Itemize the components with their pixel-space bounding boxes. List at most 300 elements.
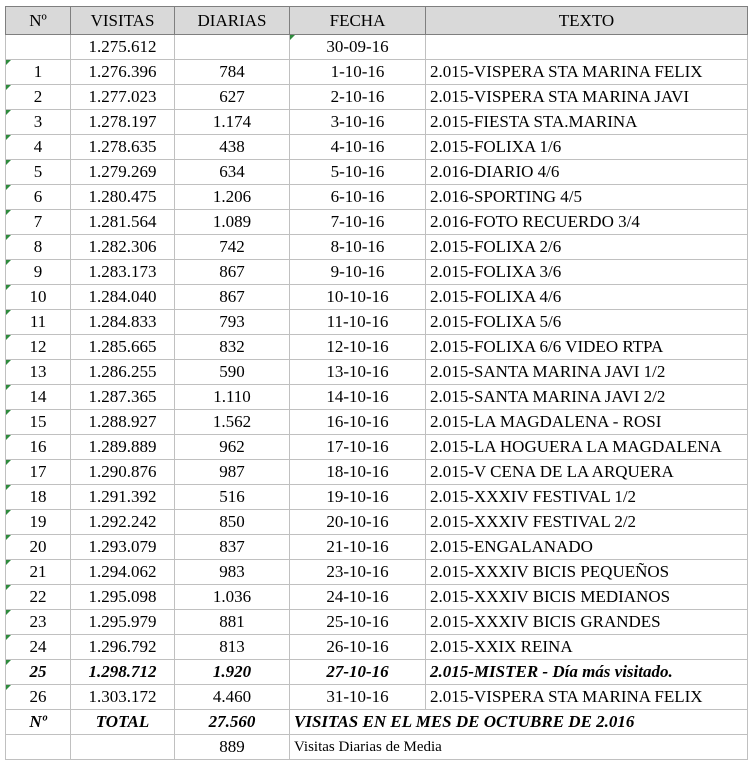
cell-fecha[interactable] bbox=[290, 260, 426, 285]
error-indicator-icon bbox=[6, 285, 11, 290]
cell-texto[interactable] bbox=[426, 60, 748, 85]
cell-fecha[interactable] bbox=[290, 135, 426, 160]
cell-n[interactable] bbox=[6, 485, 71, 510]
cell-n-text: 9 bbox=[33, 262, 43, 281]
cell-texto-text: 2.015-XXXIV BICIS PEQUEÑOS bbox=[430, 562, 670, 581]
cell-diarias[interactable] bbox=[175, 410, 290, 435]
average-text[interactable]: Visitas Diarias de Media bbox=[290, 735, 748, 760]
cell-texto[interactable] bbox=[426, 135, 748, 160]
cell-diarias[interactable] bbox=[175, 460, 290, 485]
average-empty-1[interactable] bbox=[6, 735, 71, 760]
cell-n-text: 15 bbox=[29, 412, 47, 431]
table-row bbox=[6, 560, 748, 585]
cell-diarias-text: 987 bbox=[219, 462, 245, 481]
cell-diarias[interactable] bbox=[175, 260, 290, 285]
cell-fecha[interactable] bbox=[290, 210, 426, 235]
cell-texto[interactable] bbox=[426, 385, 748, 410]
cell-visitas[interactable] bbox=[71, 535, 175, 560]
cell-texto-text: 2.015-SANTA MARINA JAVI 2/2 bbox=[430, 387, 666, 406]
cell-visitas-text: 1.284.040 bbox=[88, 287, 157, 306]
cell-fecha-text: 12-10-16 bbox=[326, 337, 389, 356]
header-texto[interactable]: TEXTO bbox=[426, 7, 748, 35]
error-indicator-icon bbox=[6, 435, 11, 440]
cell-texto-text: 2.015-VISPERA STA MARINA FELIX bbox=[430, 687, 703, 706]
cell-texto-text: 2.015-LA HOGUERA LA MAGDALENA bbox=[430, 437, 722, 456]
cell-diarias-text: 793 bbox=[219, 312, 245, 331]
cell-diarias-text: 784 bbox=[219, 62, 245, 81]
cell-visitas-text: 1.293.079 bbox=[88, 537, 157, 556]
cell-texto-text: 2.015-XXXIV BICIS MEDIANOS bbox=[430, 587, 671, 606]
cell-fecha-text: 23-10-16 bbox=[326, 562, 389, 581]
cell-diarias[interactable] bbox=[175, 160, 290, 185]
error-indicator-icon bbox=[6, 635, 11, 640]
cell-n[interactable] bbox=[6, 160, 71, 185]
cell-visitas[interactable] bbox=[71, 660, 175, 685]
cell-fecha[interactable] bbox=[290, 160, 426, 185]
cell-visitas-text: 1.286.255 bbox=[88, 362, 157, 381]
cell-n[interactable] bbox=[6, 185, 71, 210]
cell-texto[interactable] bbox=[426, 460, 748, 485]
cell-visitas-text: 1.291.392 bbox=[88, 487, 157, 506]
cell-texto[interactable] bbox=[426, 485, 748, 510]
table-row bbox=[6, 135, 748, 160]
error-indicator-icon bbox=[6, 535, 11, 540]
cell-visitas-text: 1.296.792 bbox=[88, 637, 157, 656]
cell-visitas-text: 1.279.269 bbox=[88, 162, 157, 181]
cell-visitas-text: 1.287.365 bbox=[88, 387, 157, 406]
cell-diarias[interactable] bbox=[175, 635, 290, 660]
cell-visitas-text: 1.276.396 bbox=[88, 62, 157, 81]
cell-texto-text: 2.015-FOLIXA 4/6 bbox=[430, 287, 562, 306]
cell-texto[interactable] bbox=[426, 335, 748, 360]
cell-n-text: 19 bbox=[29, 512, 47, 531]
cell-fecha[interactable] bbox=[290, 360, 426, 385]
cell-visitas[interactable] bbox=[71, 60, 175, 85]
cell-diarias-text: 627 bbox=[219, 87, 245, 106]
cell-diarias-text: 1.920 bbox=[212, 662, 252, 681]
cell-texto-text: 2.015-VISPERA STA MARINA FELIX bbox=[430, 62, 703, 81]
cell-texto-text: 2.016-SPORTING 4/5 bbox=[430, 187, 582, 206]
cell-texto[interactable] bbox=[426, 185, 748, 210]
cell-diarias[interactable] bbox=[175, 610, 290, 635]
cell-n-text: 24 bbox=[29, 637, 47, 656]
error-indicator-icon bbox=[6, 260, 11, 265]
cell-texto-text: 2.015-MISTER - Día más visitado. bbox=[430, 662, 673, 681]
cell-fecha-text: 3-10-16 bbox=[330, 112, 385, 131]
header-n[interactable]: Nº bbox=[6, 7, 71, 35]
cell-visitas[interactable] bbox=[71, 410, 175, 435]
cell-fecha[interactable] bbox=[290, 485, 426, 510]
cell-diarias[interactable] bbox=[175, 135, 290, 160]
cell-visitas[interactable] bbox=[71, 360, 175, 385]
cell-n[interactable] bbox=[6, 560, 71, 585]
cell-fecha-text: 4-10-16 bbox=[330, 137, 385, 156]
error-indicator-icon bbox=[6, 85, 11, 90]
cell-fecha[interactable] bbox=[290, 60, 426, 85]
cell-n-text: 22 bbox=[29, 587, 47, 606]
cell-fecha-text: 17-10-16 bbox=[326, 437, 389, 456]
cell-diarias[interactable] bbox=[175, 235, 290, 260]
cell-n[interactable] bbox=[6, 510, 71, 535]
cell-n[interactable] bbox=[6, 460, 71, 485]
cell-n[interactable] bbox=[6, 85, 71, 110]
cell-diarias[interactable] bbox=[175, 210, 290, 235]
cell-fecha-text: 19-10-16 bbox=[326, 487, 389, 506]
cell-fecha-text: 9-10-16 bbox=[330, 262, 385, 281]
total-label[interactable]: TOTAL bbox=[71, 710, 175, 735]
cell-visitas-text: 1.290.876 bbox=[88, 462, 157, 481]
cell-texto[interactable] bbox=[426, 685, 748, 710]
total-value[interactable]: 27.560 bbox=[175, 710, 290, 735]
error-indicator-icon bbox=[6, 310, 11, 315]
cell-texto[interactable] bbox=[426, 535, 748, 560]
error-indicator-icon bbox=[6, 160, 11, 165]
table-row bbox=[6, 260, 748, 285]
cell-diarias[interactable] bbox=[175, 385, 290, 410]
cell-n[interactable] bbox=[6, 35, 71, 60]
cell-diarias[interactable] bbox=[175, 435, 290, 460]
cell-diarias-text: 1.206 bbox=[212, 187, 252, 206]
cell-visitas[interactable] bbox=[71, 435, 175, 460]
cell-diarias[interactable] bbox=[175, 360, 290, 385]
cell-fecha[interactable] bbox=[290, 685, 426, 710]
cell-visitas-text: 1.303.172 bbox=[88, 687, 157, 706]
cell-fecha[interactable] bbox=[290, 385, 426, 410]
cell-fecha-text: 16-10-16 bbox=[326, 412, 389, 431]
error-indicator-icon bbox=[6, 560, 11, 565]
cell-n-text: 18 bbox=[29, 487, 47, 506]
table-row bbox=[6, 335, 748, 360]
cell-visitas[interactable] bbox=[71, 560, 175, 585]
cell-texto[interactable] bbox=[426, 160, 748, 185]
cell-fecha[interactable] bbox=[290, 35, 426, 60]
cell-visitas[interactable] bbox=[71, 485, 175, 510]
cell-diarias-text: 590 bbox=[219, 362, 245, 381]
table-row bbox=[6, 60, 748, 85]
cell-diarias[interactable] bbox=[175, 310, 290, 335]
total-text[interactable]: VISITAS EN EL MES DE OCTUBRE DE 2.016 bbox=[290, 710, 748, 735]
cell-diarias-text: 516 bbox=[219, 487, 245, 506]
cell-fecha-text: 31-10-16 bbox=[326, 687, 389, 706]
cell-texto[interactable] bbox=[426, 610, 748, 635]
cell-n-text: 7 bbox=[33, 212, 43, 231]
cell-diarias[interactable] bbox=[175, 185, 290, 210]
cell-visitas[interactable] bbox=[71, 310, 175, 335]
cell-n[interactable] bbox=[6, 60, 71, 85]
cell-fecha[interactable] bbox=[290, 585, 426, 610]
cell-texto[interactable] bbox=[426, 410, 748, 435]
cell-visitas[interactable] bbox=[71, 85, 175, 110]
table-row bbox=[6, 385, 748, 410]
cell-texto-text: 2.015-VISPERA STA MARINA JAVI bbox=[430, 87, 690, 106]
cell-diarias-text: 1.174 bbox=[212, 112, 252, 131]
error-indicator-icon bbox=[6, 185, 11, 190]
cell-visitas[interactable] bbox=[71, 460, 175, 485]
cell-texto-text: 2.015-FOLIXA 5/6 bbox=[430, 312, 562, 331]
cell-n[interactable] bbox=[6, 285, 71, 310]
cell-n[interactable] bbox=[6, 335, 71, 360]
cell-fecha[interactable] bbox=[290, 435, 426, 460]
cell-n[interactable] bbox=[6, 685, 71, 710]
cell-diarias[interactable] bbox=[175, 485, 290, 510]
cell-fecha-text: 14-10-16 bbox=[326, 387, 389, 406]
table-row bbox=[6, 285, 748, 310]
cell-n-text: 13 bbox=[29, 362, 47, 381]
cell-visitas-text: 1.298.712 bbox=[88, 662, 157, 681]
error-indicator-icon bbox=[6, 360, 11, 365]
error-indicator-icon bbox=[6, 60, 11, 65]
cell-fecha[interactable] bbox=[290, 310, 426, 335]
table-row bbox=[6, 185, 748, 210]
cell-texto-text: 2.015-XXIX REINA bbox=[430, 637, 573, 656]
cell-texto[interactable] bbox=[426, 660, 748, 685]
error-indicator-icon bbox=[6, 110, 11, 115]
cell-texto-text: 2.015-XXXIV BICIS GRANDES bbox=[430, 612, 661, 631]
cell-diarias-text: 438 bbox=[219, 137, 245, 156]
cell-texto-text: 2.015-FOLIXA 1/6 bbox=[430, 137, 562, 156]
header-visitas[interactable]: VISITAS bbox=[71, 7, 175, 35]
average-value[interactable]: 889 bbox=[175, 735, 290, 760]
table-row bbox=[6, 685, 748, 710]
table-row bbox=[6, 360, 748, 385]
cell-visitas-text: 1.292.242 bbox=[88, 512, 157, 531]
cell-fecha[interactable] bbox=[290, 510, 426, 535]
table-row bbox=[6, 160, 748, 185]
cell-visitas[interactable] bbox=[71, 685, 175, 710]
cell-n-text: 12 bbox=[29, 337, 47, 356]
cell-fecha[interactable] bbox=[290, 335, 426, 360]
cell-fecha-text: 21-10-16 bbox=[326, 537, 389, 556]
cell-visitas-text: 1.278.635 bbox=[88, 137, 157, 156]
cell-fecha-text: 5-10-16 bbox=[330, 162, 385, 181]
cell-n-text: 5 bbox=[33, 162, 43, 181]
cell-texto[interactable] bbox=[426, 85, 748, 110]
table-row bbox=[6, 660, 748, 685]
cell-visitas[interactable] bbox=[71, 160, 175, 185]
cell-diarias[interactable] bbox=[175, 110, 290, 135]
cell-visitas[interactable] bbox=[71, 585, 175, 610]
cell-visitas[interactable] bbox=[71, 110, 175, 135]
cell-n[interactable] bbox=[6, 210, 71, 235]
cell-visitas[interactable] bbox=[71, 610, 175, 635]
visits-table bbox=[5, 6, 748, 760]
error-indicator-icon bbox=[6, 385, 11, 390]
cell-texto[interactable] bbox=[426, 360, 748, 385]
cell-diarias[interactable] bbox=[175, 35, 290, 60]
error-indicator-icon bbox=[6, 510, 11, 515]
cell-diarias-text: 1.562 bbox=[212, 412, 252, 431]
cell-visitas[interactable] bbox=[71, 185, 175, 210]
table-row bbox=[6, 310, 748, 335]
cell-n[interactable] bbox=[6, 660, 71, 685]
cell-diarias[interactable] bbox=[175, 510, 290, 535]
cell-n-text: 26 bbox=[29, 687, 47, 706]
cell-fecha[interactable] bbox=[290, 85, 426, 110]
cell-fecha[interactable] bbox=[290, 285, 426, 310]
table-row bbox=[6, 85, 748, 110]
cell-visitas[interactable] bbox=[71, 285, 175, 310]
cell-texto-text: 2.015-FOLIXA 2/6 bbox=[430, 237, 562, 256]
total-row bbox=[6, 710, 748, 735]
cell-diarias[interactable] bbox=[175, 660, 290, 685]
cell-diarias-text: 1.110 bbox=[213, 387, 251, 406]
cell-visitas[interactable] bbox=[71, 210, 175, 235]
cell-texto-text: 2.015-LA MAGDALENA - ROSI bbox=[430, 412, 662, 431]
cell-visitas[interactable]: 1.275.612 bbox=[71, 35, 175, 60]
cell-visitas-text: 1.295.979 bbox=[88, 612, 157, 631]
cell-texto-text: 2.015-FIESTA STA.MARINA bbox=[430, 112, 638, 131]
cell-texto[interactable] bbox=[426, 210, 748, 235]
cell-texto[interactable] bbox=[426, 435, 748, 460]
cell-visitas-text: 1.294.062 bbox=[88, 562, 157, 581]
cell-n[interactable] bbox=[6, 410, 71, 435]
cell-texto[interactable] bbox=[426, 235, 748, 260]
cell-fecha-text: 6-10-16 bbox=[330, 187, 385, 206]
cell-visitas-text: 1.285.665 bbox=[88, 337, 157, 356]
cell-n-text: 2 bbox=[33, 87, 43, 106]
error-indicator-icon bbox=[6, 410, 11, 415]
cell-diarias[interactable] bbox=[175, 60, 290, 85]
cell-diarias-text: 1.089 bbox=[212, 212, 252, 231]
cell-texto[interactable] bbox=[426, 260, 748, 285]
cell-n-text: 20 bbox=[29, 537, 47, 556]
cell-n[interactable] bbox=[6, 385, 71, 410]
cell-texto[interactable] bbox=[426, 35, 748, 60]
cell-texto-text: 2.016-DIARIO 4/6 bbox=[430, 162, 560, 181]
cell-n-text: 4 bbox=[33, 137, 43, 156]
cell-fecha[interactable] bbox=[290, 560, 426, 585]
cell-texto-text: 2.015-V CENA DE LA ARQUERA bbox=[430, 462, 674, 481]
cell-n[interactable] bbox=[6, 635, 71, 660]
cell-texto-text: 2.016-FOTO RECUERDO 3/4 bbox=[430, 212, 640, 231]
cell-fecha[interactable] bbox=[290, 635, 426, 660]
cell-texto[interactable] bbox=[426, 635, 748, 660]
cell-diarias[interactable] bbox=[175, 285, 290, 310]
cell-diarias[interactable] bbox=[175, 560, 290, 585]
total-n[interactable]: Nº bbox=[6, 710, 71, 735]
cell-diarias-text: 962 bbox=[219, 437, 245, 456]
cell-fecha-text: 26-10-16 bbox=[326, 637, 389, 656]
cell-visitas[interactable] bbox=[71, 260, 175, 285]
cell-n[interactable] bbox=[6, 135, 71, 160]
table-row bbox=[6, 460, 748, 485]
cell-fecha[interactable] bbox=[290, 410, 426, 435]
cell-fecha[interactable] bbox=[290, 460, 426, 485]
cell-diarias-text: 4.460 bbox=[212, 687, 252, 706]
table-row bbox=[6, 535, 748, 560]
cell-n[interactable] bbox=[6, 585, 71, 610]
cell-n[interactable] bbox=[6, 235, 71, 260]
cell-diarias[interactable] bbox=[175, 335, 290, 360]
cell-fecha[interactable] bbox=[290, 185, 426, 210]
cell-fecha-text: 30-09-16 bbox=[326, 37, 389, 56]
cell-n[interactable] bbox=[6, 535, 71, 560]
error-indicator-icon bbox=[6, 585, 11, 590]
cell-fecha-text: 24-10-16 bbox=[326, 587, 389, 606]
cell-visitas-text: 1.282.306 bbox=[88, 237, 157, 256]
table-row bbox=[6, 410, 748, 435]
cell-diarias[interactable] bbox=[175, 85, 290, 110]
table-row bbox=[6, 510, 748, 535]
error-indicator-icon bbox=[6, 685, 11, 690]
cell-fecha[interactable] bbox=[290, 235, 426, 260]
table-row bbox=[6, 485, 748, 510]
cell-diarias-text: 867 bbox=[219, 262, 245, 281]
cell-diarias-text: 1.036 bbox=[212, 587, 252, 606]
cell-n-text: 21 bbox=[29, 562, 47, 581]
cell-n-text: 1 bbox=[33, 62, 43, 81]
cell-n[interactable] bbox=[6, 260, 71, 285]
cell-visitas-text: 1.289.889 bbox=[88, 437, 157, 456]
error-indicator-icon bbox=[6, 135, 11, 140]
cell-n[interactable] bbox=[6, 310, 71, 335]
cell-n[interactable] bbox=[6, 610, 71, 635]
cell-visitas[interactable] bbox=[71, 235, 175, 260]
cell-n[interactable] bbox=[6, 435, 71, 460]
cell-fecha[interactable] bbox=[290, 660, 426, 685]
table-row bbox=[6, 235, 748, 260]
cell-diarias-text: 813 bbox=[219, 637, 245, 656]
cell-texto-text: 2.015-SANTA MARINA JAVI 1/2 bbox=[430, 362, 666, 381]
cell-fecha-text: 2-10-16 bbox=[330, 87, 385, 106]
cell-fecha[interactable] bbox=[290, 110, 426, 135]
error-indicator-icon bbox=[6, 210, 11, 215]
cell-n-text: 14 bbox=[29, 387, 47, 406]
cell-n[interactable] bbox=[6, 360, 71, 385]
cell-diarias-text: 837 bbox=[219, 537, 245, 556]
cell-fecha-text: 25-10-16 bbox=[326, 612, 389, 631]
cell-visitas[interactable] bbox=[71, 385, 175, 410]
cell-fecha-text: 13-10-16 bbox=[326, 362, 389, 381]
cell-visitas-text: 1.278.197 bbox=[88, 112, 157, 131]
cell-fecha-text: 10-10-16 bbox=[326, 287, 389, 306]
cell-visitas[interactable] bbox=[71, 135, 175, 160]
cell-visitas[interactable] bbox=[71, 510, 175, 535]
cell-diarias[interactable] bbox=[175, 685, 290, 710]
cell-diarias-text: 850 bbox=[219, 512, 245, 531]
cell-diarias-text: 983 bbox=[219, 562, 245, 581]
error-indicator-icon bbox=[290, 35, 295, 40]
table-row bbox=[6, 585, 748, 610]
cell-texto[interactable] bbox=[426, 560, 748, 585]
cell-fecha-text: 11-10-16 bbox=[326, 312, 389, 331]
header-row bbox=[6, 7, 748, 35]
cell-texto[interactable] bbox=[426, 110, 748, 135]
cell-diarias[interactable] bbox=[175, 585, 290, 610]
cell-n-text: 17 bbox=[29, 462, 47, 481]
cell-fecha[interactable] bbox=[290, 535, 426, 560]
header-diarias[interactable]: DIARIAS bbox=[175, 7, 290, 35]
cell-fecha[interactable] bbox=[290, 610, 426, 635]
average-empty-2[interactable] bbox=[71, 735, 175, 760]
cell-n-text: 16 bbox=[29, 437, 47, 456]
cell-texto-text: 2.015-XXXIV FESTIVAL 2/2 bbox=[430, 512, 637, 531]
header-fecha[interactable]: FECHA bbox=[290, 7, 426, 35]
cell-fecha-text: 7-10-16 bbox=[330, 212, 385, 231]
cell-visitas-text: 1.281.564 bbox=[88, 212, 157, 231]
cell-texto[interactable] bbox=[426, 510, 748, 535]
error-indicator-icon bbox=[6, 485, 11, 490]
cell-visitas-text: 1.284.833 bbox=[88, 312, 157, 331]
cell-texto[interactable] bbox=[426, 310, 748, 335]
cell-texto[interactable] bbox=[426, 285, 748, 310]
cell-diarias[interactable] bbox=[175, 535, 290, 560]
cell-texto[interactable] bbox=[426, 585, 748, 610]
cell-visitas[interactable] bbox=[71, 635, 175, 660]
cell-n[interactable] bbox=[6, 110, 71, 135]
cell-visitas[interactable] bbox=[71, 335, 175, 360]
table-row bbox=[6, 635, 748, 660]
